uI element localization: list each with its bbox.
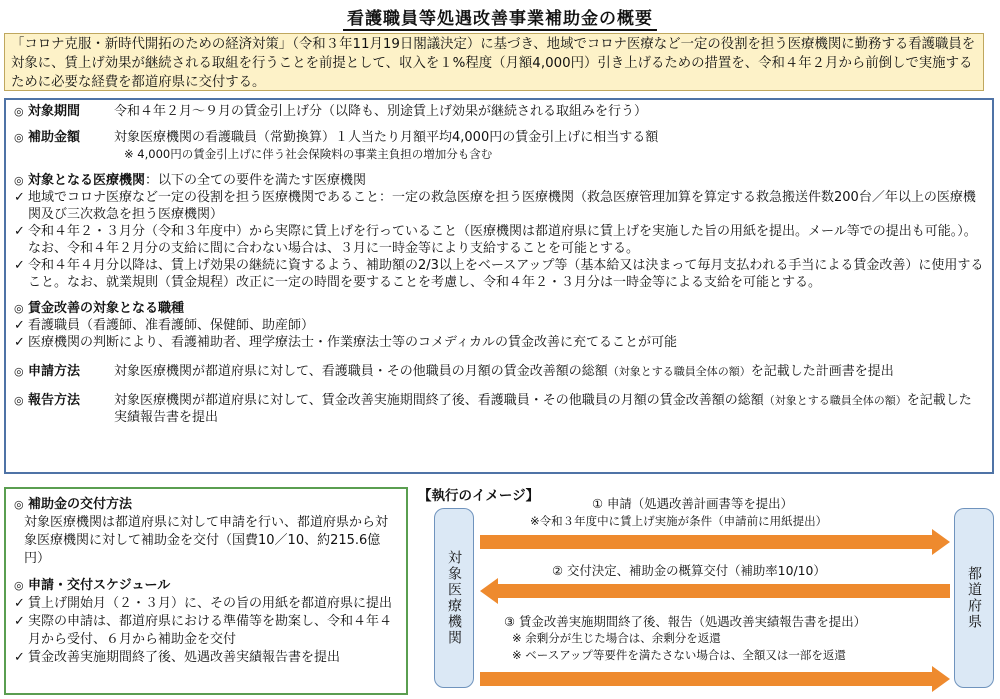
check-icon: ✓ bbox=[14, 258, 25, 273]
arrow-right-icon bbox=[480, 529, 950, 555]
period-row bbox=[14, 103, 984, 120]
schedule-item: ✓ 賃上げ開始月（２・３月）に、その旨の用紙を都道府県に提出 bbox=[14, 596, 393, 611]
apply-tail: を記載した計画書を提出 bbox=[750, 364, 894, 379]
jobs-row bbox=[14, 300, 984, 317]
target-lead: ：以下の全ての要件を満たす医療機関 bbox=[145, 173, 367, 188]
step3-label: ③ 賃金改善実施期間終了後、報告（処遇改善実績報告書を提出） bbox=[504, 614, 866, 629]
intro-box bbox=[4, 33, 984, 91]
schedule-heading: 申請・交付スケジュール bbox=[28, 578, 171, 593]
amount-text: 対象医療機関の看護職員（常勤換算）１人当たり月額平均4,000円の賃金引上げに相当する額 bbox=[114, 130, 659, 145]
page-title: 看護職員等処遇改善事業補助金の概要 bbox=[0, 4, 1000, 29]
check-icon: ✓ bbox=[14, 596, 25, 611]
period-heading: 対象期間 bbox=[28, 104, 81, 119]
bullet-icon: ◎ bbox=[14, 105, 24, 118]
prefecture-node: 都道府県 bbox=[954, 508, 994, 688]
schedule-item: ✓ 実際の申請は、都道府県における準備等を勘案し、令和４年４月から受付、６月から補助金を交付 bbox=[14, 614, 393, 647]
schedule-item: ✓ 賃金改善実施期間終了後、処遇改善実績報告書を提出 bbox=[14, 650, 341, 665]
check-icon: ✓ bbox=[14, 614, 25, 629]
arrow-right-icon bbox=[480, 666, 950, 692]
check-icon: ✓ bbox=[14, 318, 25, 333]
amount-row bbox=[14, 129, 984, 146]
job-item: ✓ 看護職員（看護師、准看護師、保健師、助産師） bbox=[14, 318, 315, 333]
intro-text: 「コロナ克服・新時代開拓のための経済対策」（令和３年11月19日閣議決定）に基づき、地域でコロナ医療など一定の役割を担う医療機関に勤務する看護職員を対象に、賃上げ効果が継続される取組を行うことを前提として、収入を１%程度（月額4,000円）引き上げるための措置を、令和４年２月から前倒しで実施するために必要な経費を都道府県に交付する。 bbox=[11, 37, 976, 90]
report-heading: 報告方法 bbox=[28, 393, 81, 408]
job-item: ✓ 医療機関の判断により、看護補助者、理学療法士・作業療法士等のコメディカルの賃金改善に充てることが可能 bbox=[14, 335, 677, 350]
apply-small: （対象とする職員全体の額） bbox=[607, 365, 751, 378]
report-row bbox=[14, 392, 984, 426]
grant-box bbox=[4, 487, 408, 695]
step1-sub: ※令和３年度中に賃上げ実施が条件（申請前に用紙提出） bbox=[530, 514, 828, 528]
target-item: ✓ 令和４年４月分以降は、賃上げ効果の継続に資するよう、補助額の2/3以上をベースアップ等（基本給又は決まって毎月支払われる手当による賃金改善）に使用すること。なお、就業規則（賃金規程）改正に一定の時間を要することを考慮し、令和４年２・３月分は一時金等による支給を可能とする。 bbox=[14, 258, 984, 290]
apply-heading: 申請方法 bbox=[28, 364, 81, 379]
flow-diagram bbox=[412, 484, 1000, 699]
period-text: 令和４年２月～９月の賃金引上げ分（以降も、別途賃上げ効果が継続される取組みを行う） bbox=[114, 104, 648, 119]
check-icon: ✓ bbox=[14, 224, 25, 239]
arrow-left-icon bbox=[480, 578, 950, 604]
bullet-icon: ◎ bbox=[14, 498, 24, 511]
step3-sub2: ※ ベースアップ等要件を満たさない場合は、全額又は一部を返還 bbox=[512, 648, 846, 662]
bullet-icon: ◎ bbox=[14, 579, 24, 592]
overview-box bbox=[4, 98, 994, 474]
amount-heading: 補助金額 bbox=[28, 130, 81, 145]
target-item: ✓ 地域でコロナ医療など一定の役割を担う医療機関であること：一定の救急医療を担う医療機関（救急医療管理加算を算定する救急搬送件数200台／年以上の医療機関及び三次救急を担う医療機関） bbox=[14, 190, 976, 222]
grant-heading: 補助金の交付方法 bbox=[28, 497, 133, 512]
bullet-icon: ◎ bbox=[14, 302, 24, 315]
step3-sub1: ※ 余剰分が生じた場合は、余剰分を返還 bbox=[512, 631, 721, 645]
apply-text: 対象医療機関が都道府県に対して、看護職員・その他職員の月額の賃金改善額の総額 bbox=[114, 364, 608, 379]
bullet-icon: ◎ bbox=[14, 131, 24, 144]
target-row bbox=[14, 172, 984, 189]
grant-text: 対象医療機関は都道府県に対して申請を行い、都道府県から対象医療機関に対して補助金を交付（国費10／10、約215.6億円） bbox=[24, 515, 389, 566]
flow-title: 【執行のイメージ】 bbox=[418, 488, 540, 504]
report-small: （対象とする職員全体の額） bbox=[763, 394, 907, 407]
check-icon: ✓ bbox=[14, 190, 25, 205]
jobs-heading: 賃金改善の対象となる職種 bbox=[28, 301, 185, 316]
target-heading: 対象となる医療機関 bbox=[28, 173, 146, 188]
medical-institution-node: 対象医療機関 bbox=[434, 508, 474, 688]
amount-note: ※ 4,000円の賃金引上げに伴う社会保険料の事業主負担の増加分も含む bbox=[124, 147, 493, 161]
apply-row bbox=[14, 363, 984, 380]
step2-label: ② 交付決定、補助金の概算交付（補助率10/10） bbox=[552, 563, 826, 578]
check-icon: ✓ bbox=[14, 650, 25, 665]
bullet-icon: ◎ bbox=[14, 365, 24, 378]
check-icon: ✓ bbox=[14, 335, 25, 350]
target-item: ✓ 令和４年２・３月分（令和３年度中）から実際に賃上げを行っていること（医療機関は都道府県に賃上げを実施した旨の用紙を提出。メール等での提出も可能。）。なお、令和４年２月分の支給に間に合わない場合は、３月に一時金等により支給することを可能とする。 bbox=[14, 224, 977, 256]
bullet-icon: ◎ bbox=[14, 174, 24, 187]
report-text: 対象医療機関が都道府県に対して、賃金改善実施期間終了後、看護職員・その他職員の月額の賃金改善額の総額 bbox=[114, 393, 764, 408]
bullet-icon: ◎ bbox=[14, 394, 24, 407]
report-tail: を記載した実績報告書を提出 bbox=[114, 393, 972, 425]
step1-label: ① 申請（処遇改善計画書等を提出） bbox=[592, 496, 793, 511]
